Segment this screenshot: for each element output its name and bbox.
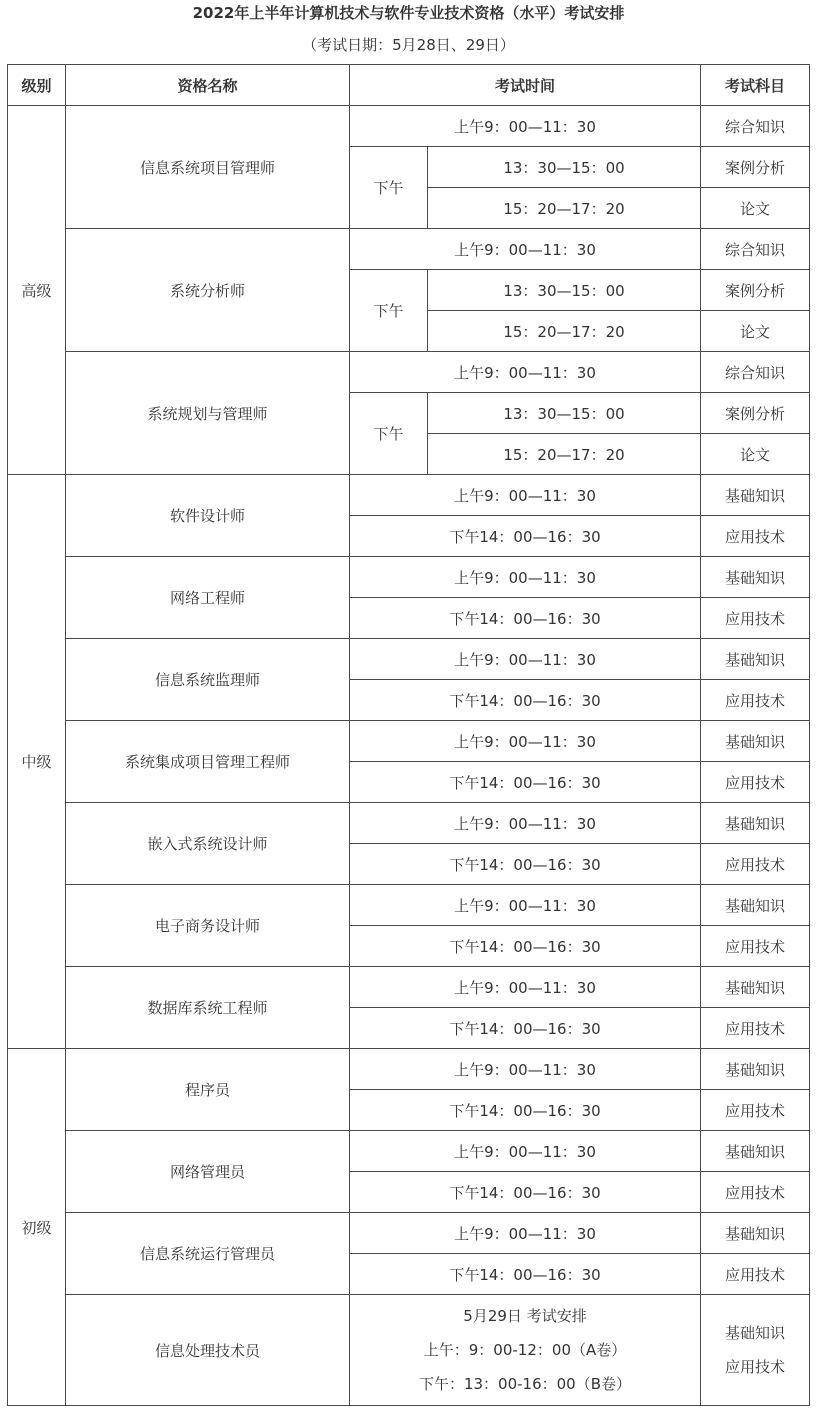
exam-subject-special [701,1295,810,1406]
exam-time: 上午9：00—11：30 [350,229,701,270]
exam-schedule-table [7,64,810,1406]
exam-time: 13：30—15：00 [428,147,701,188]
exam-subject: 应用技术 [701,598,810,639]
exam-time: 13：30—15：00 [428,393,701,434]
exam-time: 上午9：00—11：30 [350,1049,701,1090]
qualification-name: 网络管理员 [66,1131,350,1213]
exam-subject: 应用技术 [701,926,810,967]
qualification-name: 信息系统运行管理员 [66,1213,350,1295]
exam-subject: 综合知识 [701,352,810,393]
table-row [8,1213,810,1254]
exam-time: 下午14：00—16：30 [350,1008,701,1049]
exam-subject: 应用技术 [701,1008,810,1049]
qualification-name: 信息系统项目管理师 [66,106,350,229]
qualification-name: 网络工程师 [66,557,350,639]
exam-subject: 应用技术 [701,844,810,885]
exam-subject: 应用技术 [701,516,810,557]
special-pm-line: 下午：13：00-16：00（B卷） [418,1375,632,1393]
exam-time: 下午14：00—16：30 [350,516,701,557]
exam-subject: 基础知识 [701,721,810,762]
level-cell-senior: 高级 [8,106,66,475]
exam-subject: 基础知识 [701,803,810,844]
table-row [8,1049,810,1090]
exam-dates-subtitle: （考试日期：5月28日、29日） [302,36,515,54]
exam-time: 上午9：00—11：30 [350,721,701,762]
header-name: 资格名称 [66,65,350,106]
exam-subject: 基础知识 [701,1213,810,1254]
exam-subject: 基础知识 [701,1049,810,1090]
qualification-name: 系统分析师 [66,229,350,352]
table-row [8,803,810,844]
table-row [8,639,810,680]
special-date-line: 5月29日 考试安排 [463,1307,587,1325]
afternoon-label: 下午 [350,147,428,229]
exam-time: 上午9：00—11：30 [350,1131,701,1172]
exam-subject: 应用技术 [701,1254,810,1295]
qualification-name: 信息处理技术员 [66,1295,350,1406]
exam-time: 下午14：00—16：30 [350,1254,701,1295]
table-row [8,475,810,516]
exam-time: 上午9：00—11：30 [350,557,701,598]
table-row [8,885,810,926]
qualification-name: 数据库系统工程师 [66,967,350,1049]
table-row [8,1295,810,1406]
page-title: 2022年上半年计算机技术与软件专业技术资格（水平）考试安排 [192,4,625,22]
exam-subject: 论文 [701,188,810,229]
exam-time: 13：30—15：00 [428,270,701,311]
exam-time: 上午9：00—11：30 [350,803,701,844]
exam-subject: 应用技术 [701,1172,810,1213]
exam-time: 下午14：00—16：30 [350,598,701,639]
qualification-name: 软件设计师 [66,475,350,557]
exam-subject: 应用技术 [701,1090,810,1131]
header-level: 级别 [8,65,66,106]
qualification-name: 系统规划与管理师 [66,352,350,475]
exam-subject: 案例分析 [701,147,810,188]
exam-time: 下午14：00—16：30 [350,1090,701,1131]
exam-subject: 应用技术 [701,680,810,721]
exam-subject: 论文 [701,434,810,475]
exam-time: 上午9：00—11：30 [350,1213,701,1254]
exam-subject: 基础知识 [701,885,810,926]
qualification-name: 程序员 [66,1049,350,1131]
exam-time: 下午14：00—16：30 [350,1172,701,1213]
exam-time: 15：20—17：20 [428,311,701,352]
afternoon-label: 下午 [350,270,428,352]
exam-time: 15：20—17：20 [428,434,701,475]
special-subject-2: 应用技术 [725,1358,786,1376]
exam-time: 上午9：00—11：30 [350,352,701,393]
exam-subject: 综合知识 [701,229,810,270]
special-subject-1: 基础知识 [725,1324,786,1342]
exam-time: 上午9：00—11：30 [350,106,701,147]
table-row [8,1131,810,1172]
exam-time: 上午9：00—11：30 [350,475,701,516]
special-am-line: 上午：9：00-12：00（A卷） [423,1341,627,1359]
qualification-name: 信息系统监理师 [66,639,350,721]
afternoon-label: 下午 [350,393,428,475]
exam-subject: 案例分析 [701,393,810,434]
header-row [8,65,810,106]
exam-subject: 基础知识 [701,557,810,598]
table-row [8,557,810,598]
table-row [8,967,810,1008]
exam-time: 下午14：00—16：30 [350,680,701,721]
exam-time: 15：20—17：20 [428,188,701,229]
exam-time: 上午9：00—11：30 [350,885,701,926]
table-row [8,721,810,762]
level-cell-junior: 初级 [8,1049,66,1406]
table-row [8,229,810,270]
qualification-name: 电子商务设计师 [66,885,350,967]
exam-subject: 案例分析 [701,270,810,311]
level-cell-intermediate: 中级 [8,475,66,1049]
table-row [8,352,810,393]
exam-time: 上午9：00—11：30 [350,639,701,680]
exam-subject: 综合知识 [701,106,810,147]
exam-subject: 基础知识 [701,1131,810,1172]
header-time: 考试时间 [350,65,701,106]
exam-time: 下午14：00—16：30 [350,762,701,803]
exam-subject: 基础知识 [701,639,810,680]
qualification-name: 系统集成项目管理工程师 [66,721,350,803]
table-row [8,106,810,147]
exam-time: 下午14：00—16：30 [350,926,701,967]
exam-time: 上午9：00—11：30 [350,967,701,1008]
header-subject: 考试科目 [701,65,810,106]
exam-subject: 论文 [701,311,810,352]
exam-time-special [350,1295,701,1406]
exam-time: 下午14：00—16：30 [350,844,701,885]
exam-subject: 基础知识 [701,475,810,516]
qualification-name: 嵌入式系统设计师 [66,803,350,885]
exam-subject: 基础知识 [701,967,810,1008]
exam-subject: 应用技术 [701,762,810,803]
